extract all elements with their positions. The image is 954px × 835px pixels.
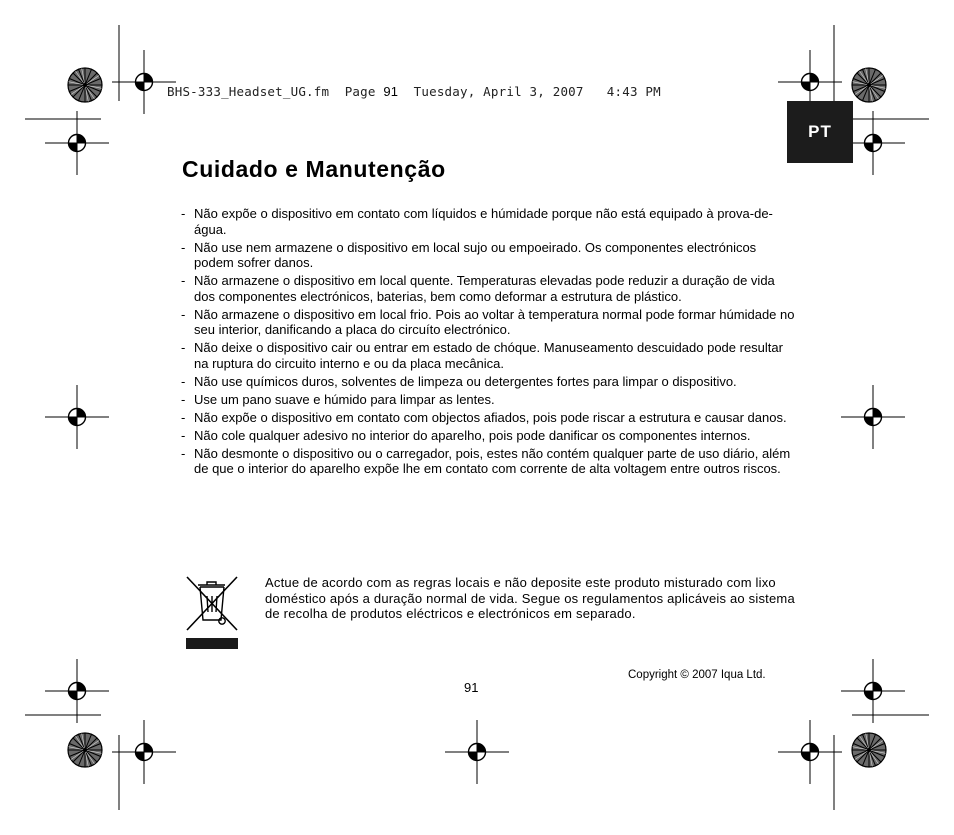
bullet-dash: - [181, 273, 186, 288]
bullet-dash: - [181, 409, 186, 425]
file-info-prefix: BHS-333_Headset_UG.fm Page [167, 84, 384, 99]
registration-mark-icon [112, 720, 176, 784]
list-item: - Não armazene o dispositivo em local frio. Pois ao voltar à temperatura normal pode formar húmidade no seu interior, danificando a placa do circuíto electrónico. [181, 306, 795, 337]
bullet-dash: - [181, 445, 186, 461]
list-item: - Não use químicos duros, solventes de limpeza ou detergentes fortes para limpar o dispositivo. [181, 373, 737, 389]
bullet-dash: - [181, 206, 186, 221]
color-bar-icon [68, 733, 102, 767]
list-item: - Não expõe o dispositivo em contato com líquidos e húmidade porque não está equipado à prova-de-água. [181, 206, 773, 237]
file-info-page: 91 [383, 84, 399, 99]
bullet-dash: - [181, 239, 186, 255]
bullet-dash: - [181, 340, 186, 355]
registration-mark-icon [45, 659, 109, 723]
color-bar-icon [68, 68, 102, 102]
file-info-suffix: Tuesday, April 3, 2007 4:43 PM [398, 84, 661, 99]
copyright: Copyright © 2007 Iqua Ltd. [628, 669, 766, 681]
registration-mark-icon [45, 111, 109, 175]
list-item: - Não armazene o dispositivo em local quente. Temperaturas elevadas pode reduzir a duração de vida dos componentes electrónicos, baterias, bem como deformar a estrutura de plástico. [181, 273, 775, 304]
bullet-dash: - [181, 306, 186, 322]
bullet-dash: - [181, 373, 186, 389]
language-tab: PT [787, 101, 853, 163]
page-number: 91 [464, 680, 479, 695]
list-item: - Não cole qualquer adesivo no interior do aparelho, pois pode danificar os componentes internos. [181, 427, 751, 443]
registration-mark-icon [841, 385, 905, 449]
registration-mark-icon [112, 50, 176, 114]
registration-mark-icon [445, 720, 509, 784]
page-title: Cuidado e Manutenção [182, 156, 446, 182]
registration-mark-icon [841, 659, 905, 723]
list-item: - Não desmonte o dispositivo ou o carregador, pois, estes não contém qualquer parte de uso diário, além de que o interior do aparelho expõe lhe em contato com corrente de alta voltagem entre outros riscos. [181, 445, 791, 476]
care-list [181, 206, 796, 477]
color-bar-icon [852, 68, 886, 102]
care-instructions [181, 206, 796, 479]
weee-text: Actue de acordo com as regras locais e não deposite este produto misturado com lixo doméstico após a duração normal de vida. Segue os regulamentos aplicáveis ao sistema de recolha de produtos eléctricos e electrónicos em separado. [265, 575, 795, 621]
weee-notice [183, 574, 793, 654]
bullet-dash: - [181, 427, 186, 443]
crossed-out-wheelie-bin-icon [183, 574, 241, 650]
list-item: - Não use nem armazene o dispositivo em local sujo ou empoeirado. Os componentes electrónicos podem sofrer danos. [181, 239, 757, 270]
list-item: - Não deixe o dispositivo cair ou entrar em estado de chóque. Manuseamento descuidado pode resultar na ruptura do circuito interno e ou da placa mecânica. [181, 340, 783, 371]
color-bar-icon [852, 733, 886, 767]
registration-mark-icon [45, 385, 109, 449]
bullet-dash: - [181, 391, 186, 407]
registration-mark-icon [778, 720, 842, 784]
list-item: - Use um pano suave e húmido para limpar as lentes. [181, 391, 495, 407]
file-info-header [167, 84, 661, 99]
list-item: - Não expõe o dispositivo em contato com objectos afiados, pois pode riscar a estrutura e causar danos. [181, 409, 787, 425]
